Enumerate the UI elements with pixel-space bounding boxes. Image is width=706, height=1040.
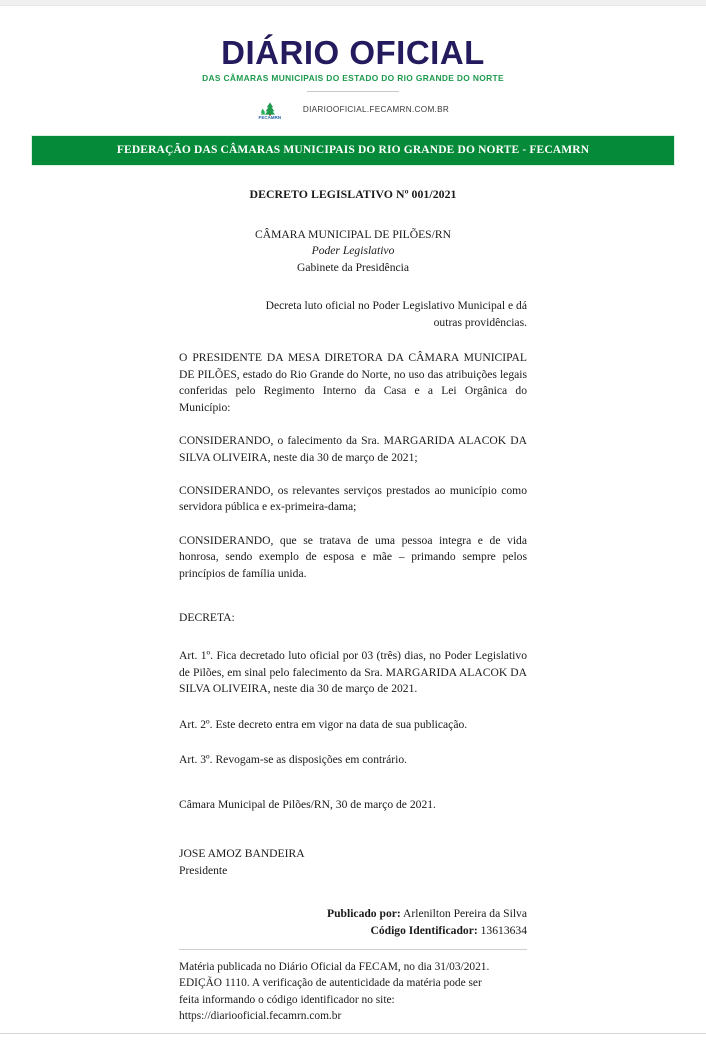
organization-branch: Poder Legislativo	[311, 244, 395, 258]
masthead-divider	[307, 91, 399, 92]
footnote-line-1: Matéria publicada no Diário Oficial da FECAM, no dia 31/03/2021.	[179, 961, 490, 974]
fecamrn-logo-icon	[257, 99, 283, 121]
site-url: DIARIOOFICIAL.FECAMRN.COM.BR	[302, 105, 450, 115]
local-and-date: Câmara Municipal de Pilões/RN, 30 de março de 2021.	[179, 797, 436, 811]
publication-footnote	[179, 959, 527, 1024]
masthead	[0, 6, 706, 121]
signature-block	[179, 846, 527, 879]
signatory-role: Presidente	[179, 863, 228, 877]
published-by-value: Arlenilton Pereira da Silva	[403, 907, 527, 921]
document-page	[0, 6, 706, 1034]
document-content	[179, 166, 527, 1024]
footnote-line-3: feita informando o código identificador no site:	[179, 993, 395, 1006]
identifier-label: Código Identificador:	[370, 923, 478, 937]
footnote-divider	[179, 949, 527, 950]
federation-banner	[31, 135, 675, 166]
signatory-name: JOSE AMOZ BANDEIRA	[179, 847, 305, 861]
federation-banner-text: FEDERAÇÃO DAS CÂMARAS MUNICIPAIS DO RIO GRANDE DO NORTE - FECAMRN	[116, 144, 590, 157]
published-by-line	[179, 906, 527, 922]
diario-oficial-subtitle: DAS CÂMARAS MUNICIPAIS DO ESTADO DO RIO GRANDE DO NORTE	[202, 72, 504, 83]
article-2: Art. 2º. Este decreto entra em vigor na data de sua publicação.	[179, 717, 468, 731]
identifier-value: 13613634	[480, 923, 527, 937]
footnote-line-2: EDIÇÃO 1110. A verificação de autenticidade da matéria pode ser	[179, 977, 482, 990]
decreta-label: DECRETA:	[179, 611, 235, 625]
considerando-3: CONSIDERANDO, que se tratava de uma pessoa integra e de vida honrosa, sendo exemplo de esposa e mãe – primando sempre pelos princípios de família unida.	[179, 533, 527, 580]
published-by-label: Publicado por:	[327, 907, 401, 921]
article-1: Art. 1º. Fica decretado luto oficial por 03 (três) dias, no Poder Legislativo de Pilões, em sinal pelo falecimento da Sra. MARGARIDA ALACOK DA SILVA OLIVEIRA, neste dia 30 de março de 2021.	[179, 649, 527, 696]
considerando-1: CONSIDERANDO, o falecimento da Sra. MARGARIDA ALACOK DA SILVA OLIVEIRA, neste dia 30 de março de 2021;	[179, 434, 527, 464]
article-3: Art. 3º. Revogam-se as disposições em contrário.	[179, 753, 408, 767]
document-ementa: Decreta luto oficial no Poder Legislativo Municipal e dá outras providências.	[265, 299, 527, 329]
considerando-2: CONSIDERANDO, os relevantes serviços prestados ao município como servidora pública e ex-primeira-dama;	[179, 483, 527, 514]
organization-office: Gabinete da Presidência	[296, 260, 410, 274]
fecamrn-logo-label: FECAMRN	[258, 115, 282, 121]
document-title: DECRETO LEGISLATIVO Nº 001/2021	[249, 186, 457, 201]
masthead-brandbar	[202, 99, 504, 121]
diario-oficial-wordmark: DIÁRIO OFICIAL	[221, 34, 485, 71]
organization-block	[179, 227, 527, 276]
identifier-line	[179, 923, 527, 939]
document-preamble: O PRESIDENTE DA MESA DIRETORA DA CÂMARA MUNICIPAL DE PILÕES, estado do Rio Grande do Norte, no uso das atribuições legais conferidas pelo Regimento Interno da Casa e a Lei Orgânica do Município:	[179, 351, 527, 414]
organization-name: CÂMARA MUNICIPAL DE PILÕES/RN	[255, 228, 451, 241]
footnote-url: https://diariooficial.fecamrn.com.br	[179, 1009, 342, 1022]
publication-block	[179, 906, 527, 939]
